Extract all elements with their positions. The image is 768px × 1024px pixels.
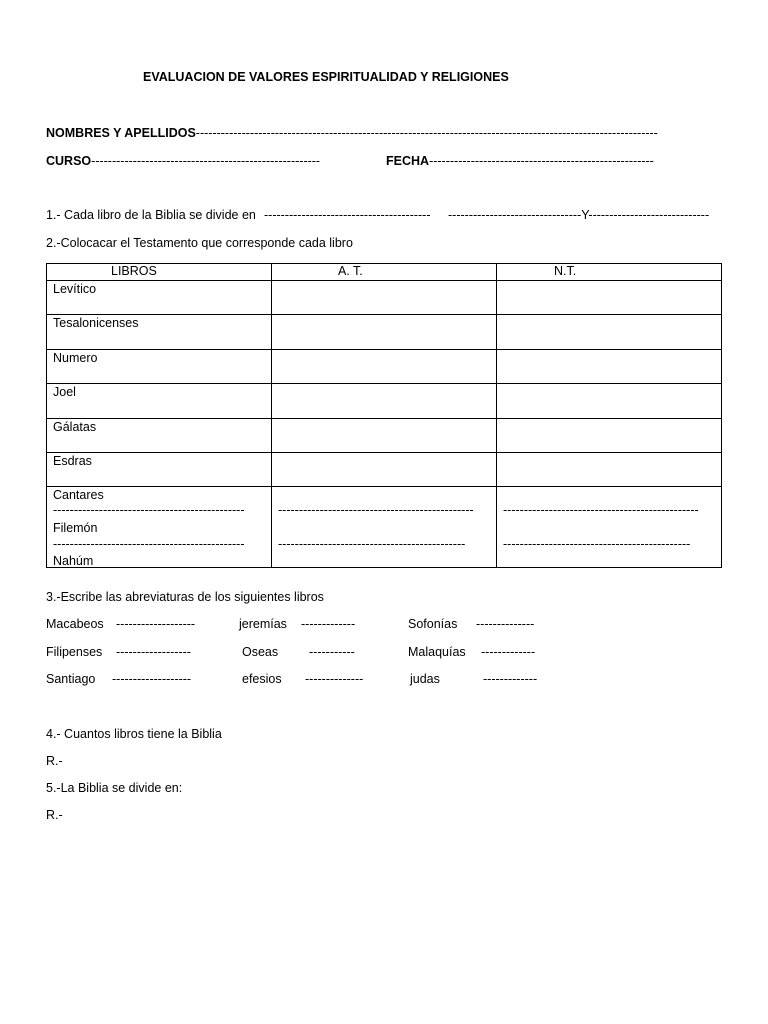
q1-blank-3: -----------------------------: [588, 208, 710, 222]
abbr-item-name: Malaquías: [408, 645, 466, 659]
abbr-item-blank[interactable]: -------------------: [112, 672, 192, 686]
abbr-item-name: Sofonías: [408, 617, 458, 631]
at-answer-cell[interactable]: [272, 487, 497, 568]
table-row: [47, 384, 722, 418]
abbr-item-name: Filipenses: [46, 645, 103, 659]
at-answer-cell[interactable]: [272, 281, 497, 315]
fecha-label: FECHA: [386, 154, 430, 168]
abbr-item-name: Macabeos: [46, 617, 104, 631]
grouped-books-cell: [47, 487, 272, 568]
nt-answer-cell[interactable]: [497, 315, 722, 349]
abbr-item-name: judas: [410, 672, 440, 686]
question-2: 2.-Colocacar el Testamento que corresponde cada libro: [46, 236, 353, 250]
q1-separator: Y: [581, 208, 589, 222]
at-answer-cell[interactable]: [272, 418, 497, 452]
table-row: [47, 349, 722, 383]
nombres-line: ---------------------------------------------------------------------------------------------------------------: [195, 126, 658, 140]
at-answer-cell[interactable]: [272, 452, 497, 486]
book-name: Numero: [47, 349, 272, 383]
nt-answer-cell[interactable]: [497, 418, 722, 452]
table-header-row: [47, 264, 722, 281]
nt-answer-cell[interactable]: [497, 281, 722, 315]
answer-5[interactable]: R.-: [46, 808, 63, 822]
abbr-item-blank[interactable]: -------------------: [116, 617, 196, 631]
book-name: Gálatas: [47, 418, 272, 452]
table-row-grouped: [47, 487, 722, 568]
document-title: EVALUACION DE VALORES ESPIRITUALIDAD Y RELIGIONES: [143, 70, 509, 84]
table-row: [47, 452, 722, 486]
dash-separator: -----------------------------------------------: [278, 503, 474, 518]
book-name: Tesalonicenses: [47, 315, 272, 349]
abbr-item-name: efesios: [242, 672, 282, 686]
abbr-item-blank[interactable]: -------------: [481, 645, 536, 659]
dash-separator: ---------------------------------------------: [503, 537, 691, 552]
book-name: Esdras: [47, 452, 272, 486]
book-name: Nahúm: [53, 554, 94, 569]
dash-separator: ----------------------------------------------: [53, 537, 245, 552]
abbr-item-name: jeremías: [239, 617, 287, 631]
header-nt: N.T.: [497, 264, 722, 281]
dash-separator: -----------------------------------------------: [503, 503, 699, 518]
question-1: 1.- Cada libro de la Biblia se divide en: [46, 208, 256, 222]
dash-separator: ----------------------------------------------: [53, 503, 245, 518]
abbr-item-blank[interactable]: ------------------: [116, 645, 191, 659]
abbr-item-name: Santiago: [46, 672, 96, 686]
table-row: [47, 281, 722, 315]
curso-label: CURSO: [46, 154, 92, 168]
at-answer-cell[interactable]: [272, 349, 497, 383]
fecha-line: ------------------------------------------------------: [429, 154, 654, 168]
abbr-item-blank[interactable]: -----------: [309, 645, 355, 659]
answer-4[interactable]: R.-: [46, 754, 63, 768]
abbr-item-blank[interactable]: -------------: [301, 617, 356, 631]
curso-field[interactable]: [46, 154, 320, 168]
book-name: Joel: [47, 384, 272, 418]
table-row: [47, 418, 722, 452]
header-libros: LIBROS: [47, 264, 272, 281]
at-answer-cell[interactable]: [272, 315, 497, 349]
nombres-field[interactable]: [46, 126, 658, 140]
book-name: Levítico: [47, 281, 272, 315]
nt-answer-cell[interactable]: [497, 487, 722, 568]
table-row: [47, 315, 722, 349]
abbr-item-name: Oseas: [242, 645, 279, 659]
fecha-field[interactable]: [386, 154, 654, 168]
curso-line: -------------------------------------------------------: [91, 154, 321, 168]
question-5: 5.-La Biblia se divide en:: [46, 781, 183, 795]
book-name: Filemón: [53, 521, 98, 536]
q1-blank-2-group[interactable]: [448, 208, 709, 222]
nt-answer-cell[interactable]: [497, 452, 722, 486]
q1-blank-2: --------------------------------: [448, 208, 582, 222]
dash-separator: ---------------------------------------------: [278, 537, 466, 552]
abbr-item-blank[interactable]: --------------: [305, 672, 364, 686]
at-answer-cell[interactable]: [272, 384, 497, 418]
question-3: 3.-Escribe las abreviaturas de los siguientes libros: [46, 590, 324, 604]
header-at: A. T.: [272, 264, 497, 281]
nt-answer-cell[interactable]: [497, 384, 722, 418]
question-4: 4.- Cuantos libros tiene la Biblia: [46, 727, 222, 741]
books-table: [46, 263, 722, 568]
book-name: Cantares: [53, 488, 104, 503]
nombres-label: NOMBRES Y APELLIDOS: [46, 126, 196, 140]
q1-blank-1[interactable]: ----------------------------------------: [264, 208, 431, 222]
abbr-item-blank[interactable]: -------------: [483, 672, 538, 686]
abbr-item-blank[interactable]: --------------: [476, 617, 535, 631]
nt-answer-cell[interactable]: [497, 349, 722, 383]
